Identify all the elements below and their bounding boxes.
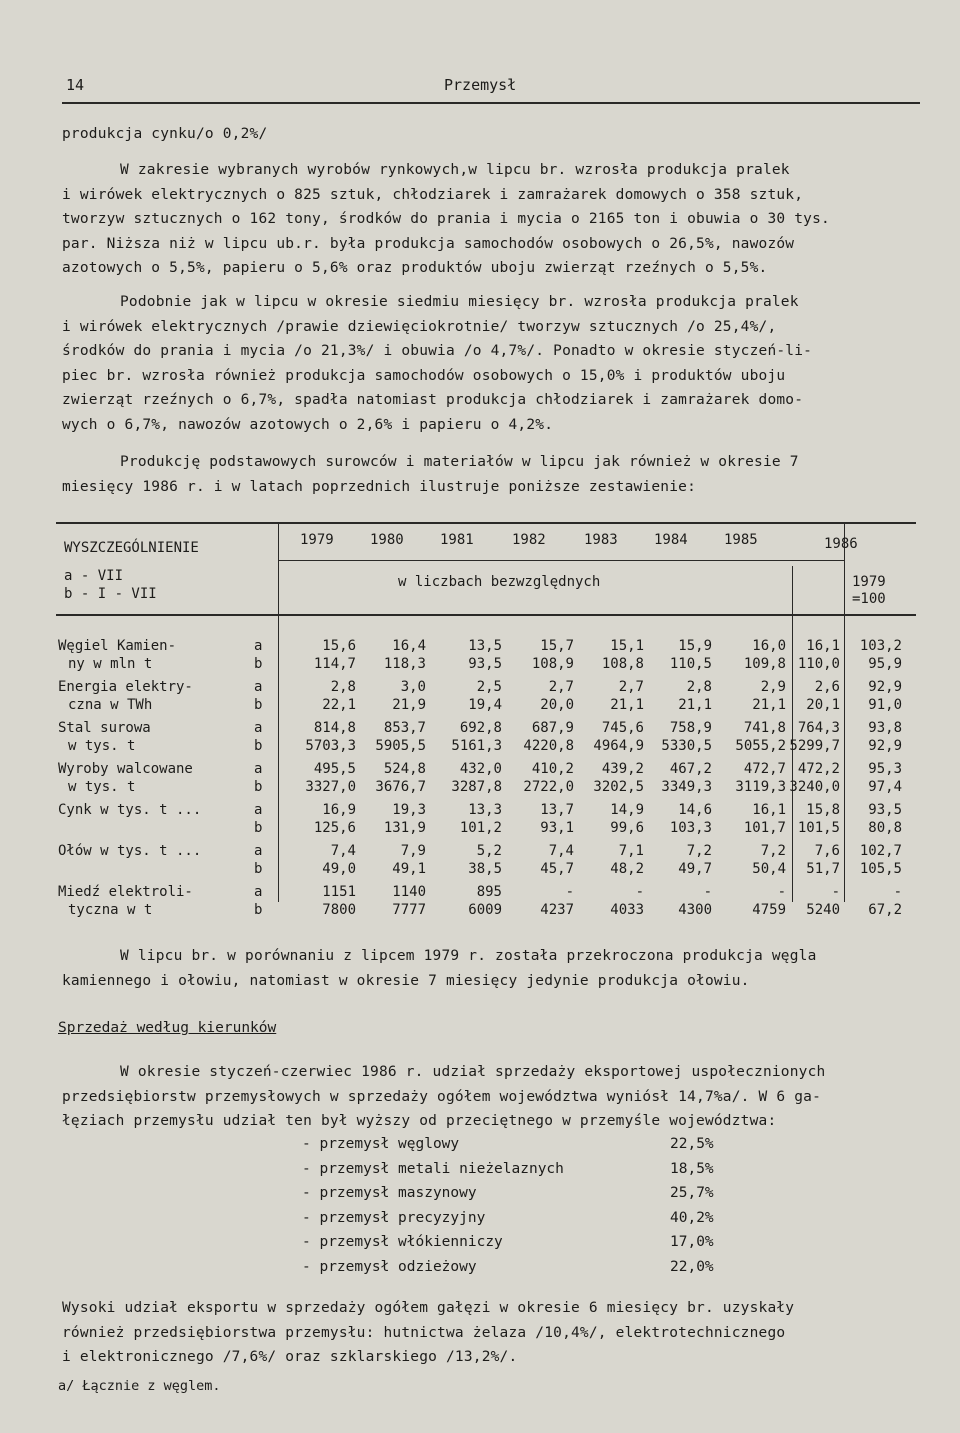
text-line: piec br. wzrosła również produkcja samochodów osobowych o 15,0% i produktów uboju <box>62 367 786 384</box>
text-line: azotowych o 5,5%, papieru o 5,6% oraz produktów uboju zwierząt rzeźnych o 5,5%. <box>62 260 768 276</box>
table-cell: 101,7 <box>743 820 786 836</box>
table-cell: 3119,3 <box>735 779 786 795</box>
table-cell: 3327,0 <box>305 779 356 795</box>
table-cell: 21,1 <box>610 697 644 713</box>
row-label-cont: czna w TWh <box>68 697 153 713</box>
table-cell: 5161,3 <box>451 738 502 754</box>
row-marker-a: a <box>254 638 263 654</box>
text-line: i elektronicznego /7,6%/ oraz szklarskiego /13,2%/. <box>62 1349 518 1365</box>
table-cell: 16,0 <box>752 638 786 654</box>
table-cell: 93,1 <box>540 820 574 836</box>
table-cell: 2,8 <box>686 679 712 695</box>
running-header: Przemysł <box>444 76 517 94</box>
table-cell: 5240 <box>806 902 840 918</box>
table-cell: 97,4 <box>868 779 902 795</box>
table-cell: - <box>635 884 644 900</box>
table-cell: 741,8 <box>743 720 786 736</box>
paragraph-3 <box>62 450 920 499</box>
table-cell: 2,8 <box>330 679 356 695</box>
table-cell: 16,4 <box>392 638 426 654</box>
legend-b: b - I - VII <box>64 586 157 602</box>
table-col-rule <box>278 522 279 902</box>
table-cell: 14,6 <box>678 802 712 818</box>
year-header: 1983 <box>584 532 618 548</box>
table-cell: 2,7 <box>548 679 574 695</box>
year-header: 1981 <box>440 532 474 548</box>
table-cell: 93,5 <box>868 802 902 818</box>
table-cell: 14,9 <box>610 802 644 818</box>
table-cell: 16,1 <box>806 638 840 654</box>
table-cell: 7,1 <box>618 843 644 859</box>
table-cell: 125,6 <box>313 820 356 836</box>
text-line: kamiennego i ołowiu, natomiast w okresie 7 miesięcy jedynie produkcja ołowiu. <box>62 972 750 989</box>
table-cell: 3287,8 <box>451 779 502 795</box>
year-header: 1979 <box>300 532 334 548</box>
index-header: =100 <box>852 591 886 607</box>
row-label: Wyroby walcowane <box>58 761 193 777</box>
table-cell: 3676,7 <box>375 779 426 795</box>
table-cell: 764,3 <box>797 720 840 736</box>
table-mid-rule <box>278 560 844 561</box>
row-label: Miedź elektroli- <box>58 884 193 900</box>
row-label-cont: w tys. t <box>68 738 136 754</box>
year-header: 1984 <box>654 532 688 548</box>
row-marker-a: a <box>254 843 263 859</box>
text-line: par. Niższa niż w lipcu ub.r. była produkcja samochodów osobowych o 26,5%, nawozów <box>62 235 795 252</box>
table-cell: 3,0 <box>400 679 426 695</box>
table-cell: 92,9 <box>868 679 902 695</box>
table-cell: 91,0 <box>868 697 902 713</box>
text-line: i wirówek elektrycznych /prawie dziewięciokrotnie/ tworzyw sztucznych /o 25,4%/, <box>62 318 777 335</box>
table-cell: 20,0 <box>540 697 574 713</box>
text-line: W lipcu br. w porównaniu z lipcem 1979 r. została przekroczona produkcja węgla <box>120 948 817 964</box>
text-line: łęziach przemysłu udział ten był wyższy od przeciętnego w przemyśle województwa: <box>62 1113 777 1129</box>
table-cell: 814,8 <box>313 720 356 736</box>
table-cell: 108,8 <box>601 656 644 672</box>
table-cell: 3240,0 <box>789 779 840 795</box>
table-cell: 4033 <box>610 902 644 918</box>
table-cell: 99,6 <box>610 820 644 836</box>
paragraph-5 <box>62 1060 920 1134</box>
table-cell: 22,1 <box>322 697 356 713</box>
table-cell: 45,7 <box>540 861 574 877</box>
table-cell: 95,3 <box>868 761 902 777</box>
table-cell: 109,8 <box>743 656 786 672</box>
table-cell: 853,7 <box>383 720 426 736</box>
row-marker-a: a <box>254 802 263 818</box>
table-cell: 110,5 <box>669 656 712 672</box>
table-cell: 21,1 <box>678 697 712 713</box>
table-cell: 103,3 <box>669 820 712 836</box>
table-cell: 19,4 <box>468 697 502 713</box>
table-cell: 7,4 <box>330 843 356 859</box>
row-marker-b: b <box>254 738 263 754</box>
table-cell: 5,2 <box>476 843 502 859</box>
table-cell: 3349,3 <box>661 779 712 795</box>
table-cell: 7,4 <box>548 843 574 859</box>
branch-value: 22,5% <box>670 1136 714 1152</box>
table-cell: 48,2 <box>610 861 644 877</box>
table-cell: 2722,0 <box>523 779 574 795</box>
text-line: środków do prania i mycia /o 21,3%/ i obuwia /o 4,7%/. Ponadto w okresie styczeń-li- <box>62 343 813 359</box>
text-line: i wirówek elektrycznych o 825 sztuk, chłodziarek i zamrażarek domowych o 358 sztuk, <box>62 186 804 203</box>
table-cell: 105,5 <box>859 861 902 877</box>
year-header: 1980 <box>370 532 404 548</box>
text-line: Produkcję podstawowych surowców i materiałów w lipcu jak również w okresie 7 <box>120 454 799 470</box>
table-cell: 7,2 <box>760 843 786 859</box>
table-cell: 13,3 <box>468 802 502 818</box>
table-cell: 15,7 <box>540 638 574 654</box>
table-cell: 6009 <box>468 902 502 918</box>
col-header-label: WYSZCZEGÓLNIENIE <box>64 540 199 556</box>
subheader: w liczbach bezwzględnych <box>398 574 601 590</box>
table-cell: 15,9 <box>678 638 712 654</box>
table-cell: 687,9 <box>531 720 574 736</box>
row-marker-b: b <box>254 697 263 713</box>
branch-value: 17,0% <box>670 1234 714 1250</box>
table-cell: 15,1 <box>610 638 644 654</box>
table-cell: 21,1 <box>752 697 786 713</box>
row-label-cont: tyczna w t <box>68 902 153 918</box>
text-line: zwierząt rzeźnych o 6,7%, spadła natomiast produkcja chłodziarek i zamrażarek domo- <box>62 392 804 408</box>
table-cell: 410,2 <box>531 761 574 777</box>
branch-name: - przemysł włókienniczy <box>302 1234 503 1250</box>
table-cell: 103,2 <box>859 638 902 654</box>
row-marker-a: a <box>254 761 263 777</box>
text-line: również przedsiębiorstwa przemysłu: hutnictwa żelaza /10,4%/, elektrotechnicznego <box>62 1324 786 1341</box>
table-cell: 110,0 <box>797 656 840 672</box>
paragraph-1 <box>62 158 920 281</box>
text-line: miesięcy 1986 r. i w latach poprzednich ilustruje poniższe zestawienie: <box>62 478 697 495</box>
paragraph-4 <box>62 944 920 993</box>
table-cell: 4964,9 <box>593 738 644 754</box>
index-header: 1979 <box>852 574 886 590</box>
table-cell: 5055,2 <box>735 738 786 754</box>
table-top-rule <box>56 522 916 524</box>
row-marker-b: b <box>254 820 263 836</box>
table-cell: 101,5 <box>797 820 840 836</box>
row-marker-b: b <box>254 656 263 672</box>
footnote: a/ Łącznie z węglem. <box>58 1378 221 1394</box>
table-cell: 49,0 <box>322 861 356 877</box>
table-cell: 131,9 <box>383 820 426 836</box>
table-cell: 7800 <box>322 902 356 918</box>
page-number: 14 <box>66 76 85 94</box>
table-cell: 49,1 <box>392 861 426 877</box>
table-cell: 67,2 <box>868 902 902 918</box>
table-cell: 745,6 <box>601 720 644 736</box>
branch-value: 18,5% <box>670 1160 714 1177</box>
row-marker-a: a <box>254 720 263 736</box>
table-cell: 13,5 <box>468 638 502 654</box>
table-cell: 2,6 <box>814 679 840 695</box>
table-cell: 4300 <box>678 902 712 918</box>
table-cell: 16,1 <box>752 802 786 818</box>
row-label: Energia elektry- <box>58 679 193 695</box>
table-cell: - <box>893 884 902 900</box>
branch-name: - przemysł precyzyjny <box>302 1209 486 1226</box>
intro-line <box>62 122 920 147</box>
table-cell: 114,7 <box>313 656 356 672</box>
table-cell: 432,0 <box>459 761 502 777</box>
table-cell: 15,8 <box>806 802 840 818</box>
text-line: W zakresie wybranych wyrobów rynkowych,w lipcu br. wzrosła produkcja pralek <box>120 162 790 178</box>
branch-name: - przemysł odzieżowy <box>302 1258 477 1275</box>
table-cell: - <box>565 884 574 900</box>
table-cell: 472,2 <box>797 761 840 777</box>
section-title: Sprzedaż według kierunków <box>58 1020 277 1036</box>
text-line: W okresie styczeń-czerwiec 1986 r. udział sprzedaży eksportowej uspołecznionych <box>120 1064 826 1080</box>
table-cell: 4237 <box>540 902 574 918</box>
table-cell: 5299,7 <box>789 738 840 754</box>
table-cell: 5905,5 <box>375 738 426 754</box>
table-cell: 101,2 <box>459 820 502 836</box>
table-cell: 439,2 <box>601 761 644 777</box>
table-cell: 92,9 <box>868 738 902 754</box>
table-cell: 49,7 <box>678 861 712 877</box>
table-cell: 3202,5 <box>593 779 644 795</box>
table-cell: 1151 <box>322 884 356 900</box>
table-cell: 7,6 <box>814 843 840 859</box>
table-cell: 13,7 <box>540 802 574 818</box>
table-cell: 7,9 <box>400 843 426 859</box>
table-cell: 19,3 <box>392 802 426 818</box>
table-cell: 467,2 <box>669 761 712 777</box>
text-line: Wysoki udział eksportu w sprzedaży ogółem gałęzi w okresie 6 miesięcy br. uzyskały <box>62 1300 795 1316</box>
row-marker-b: b <box>254 779 263 795</box>
table-cell: - <box>831 884 840 900</box>
row-label: Stal surowa <box>58 720 151 736</box>
branch-value: 22,0% <box>670 1258 714 1275</box>
table-cell: 2,5 <box>476 679 502 695</box>
table-cell: 21,9 <box>392 697 426 713</box>
table-cell: 7777 <box>392 902 426 918</box>
production-table <box>56 522 916 922</box>
table-cell: 95,9 <box>868 656 902 672</box>
table-cell: 495,5 <box>313 761 356 777</box>
table-cell: 7,2 <box>686 843 712 859</box>
table-cell: 102,7 <box>859 843 902 859</box>
table-cell: 524,8 <box>383 761 426 777</box>
table-cell: 758,9 <box>669 720 712 736</box>
row-label: Ołów w tys. t ... <box>58 843 202 859</box>
table-cell: 93,5 <box>468 656 502 672</box>
table-cell: 895 <box>476 884 502 900</box>
table-cell: 4220,8 <box>523 738 574 754</box>
text-line: przedsiębiorstw przemysłowych w sprzedaży ogółem województwa wyniósł 14,7%a/. W 6 ga- <box>62 1088 822 1105</box>
row-marker-a: a <box>254 679 263 695</box>
paragraph-6 <box>62 1296 920 1370</box>
row-marker-b: b <box>254 902 263 918</box>
table-cell: - <box>703 884 712 900</box>
table-cell: 93,8 <box>868 720 902 736</box>
row-marker-a: a <box>254 884 263 900</box>
table-cell: - <box>777 884 786 900</box>
table-cell: 2,7 <box>618 679 644 695</box>
text-line: tworzyw sztucznych o 162 tony, środków do prania i mycia o 2165 ton i obuwia o 30 tys. <box>62 211 830 227</box>
table-cell: 51,7 <box>806 861 840 877</box>
year-header: 1986 <box>824 536 858 552</box>
table-cell: 15,6 <box>322 638 356 654</box>
table-cell: 4759 <box>752 902 786 918</box>
table-cell: 692,8 <box>459 720 502 736</box>
table-cell: 108,9 <box>531 656 574 672</box>
table-cell: 472,7 <box>743 761 786 777</box>
text-line: produkcja cynku/o 0,2%/ <box>62 126 268 142</box>
table-cell: 50,4 <box>752 861 786 877</box>
branch-name: - przemysł maszynowy <box>302 1185 477 1201</box>
table-cell: 80,8 <box>868 820 902 836</box>
text-line: wych o 6,7%, nawozów azotowych o 2,6% i papieru o 4,2%. <box>62 416 554 433</box>
table-cell: 1140 <box>392 884 426 900</box>
row-label-cont: w tys. t <box>68 779 136 795</box>
row-marker-b: b <box>254 861 263 877</box>
year-header: 1982 <box>512 532 546 548</box>
paragraph-2 <box>62 290 920 437</box>
row-label: Cynk w tys. t ... <box>58 802 202 818</box>
table-header-rule <box>56 614 916 616</box>
row-label: Węgiel Kamien- <box>58 638 177 654</box>
branch-name: - przemysł metali nieżelaznych <box>302 1160 564 1177</box>
table-cell: 2,9 <box>760 679 786 695</box>
table-cell: 118,3 <box>383 656 426 672</box>
legend-a: a - VII <box>64 568 124 584</box>
branch-value: 40,2% <box>670 1209 714 1226</box>
branch-value: 25,7% <box>670 1185 714 1201</box>
table-cell: 5330,5 <box>661 738 712 754</box>
text-line: Podobnie jak w lipcu w okresie siedmiu miesięcy br. wzrosła produkcja pralek <box>120 294 799 310</box>
table-cell: 16,9 <box>322 802 356 818</box>
table-cell: 38,5 <box>468 861 502 877</box>
table-cell: 5703,3 <box>305 738 356 754</box>
header-rule <box>62 102 920 104</box>
table-cell: 20,1 <box>806 697 840 713</box>
year-header: 1985 <box>724 532 758 548</box>
branch-name: - przemysł węglowy <box>302 1136 460 1152</box>
row-label-cont: ny w mln t <box>68 656 153 672</box>
